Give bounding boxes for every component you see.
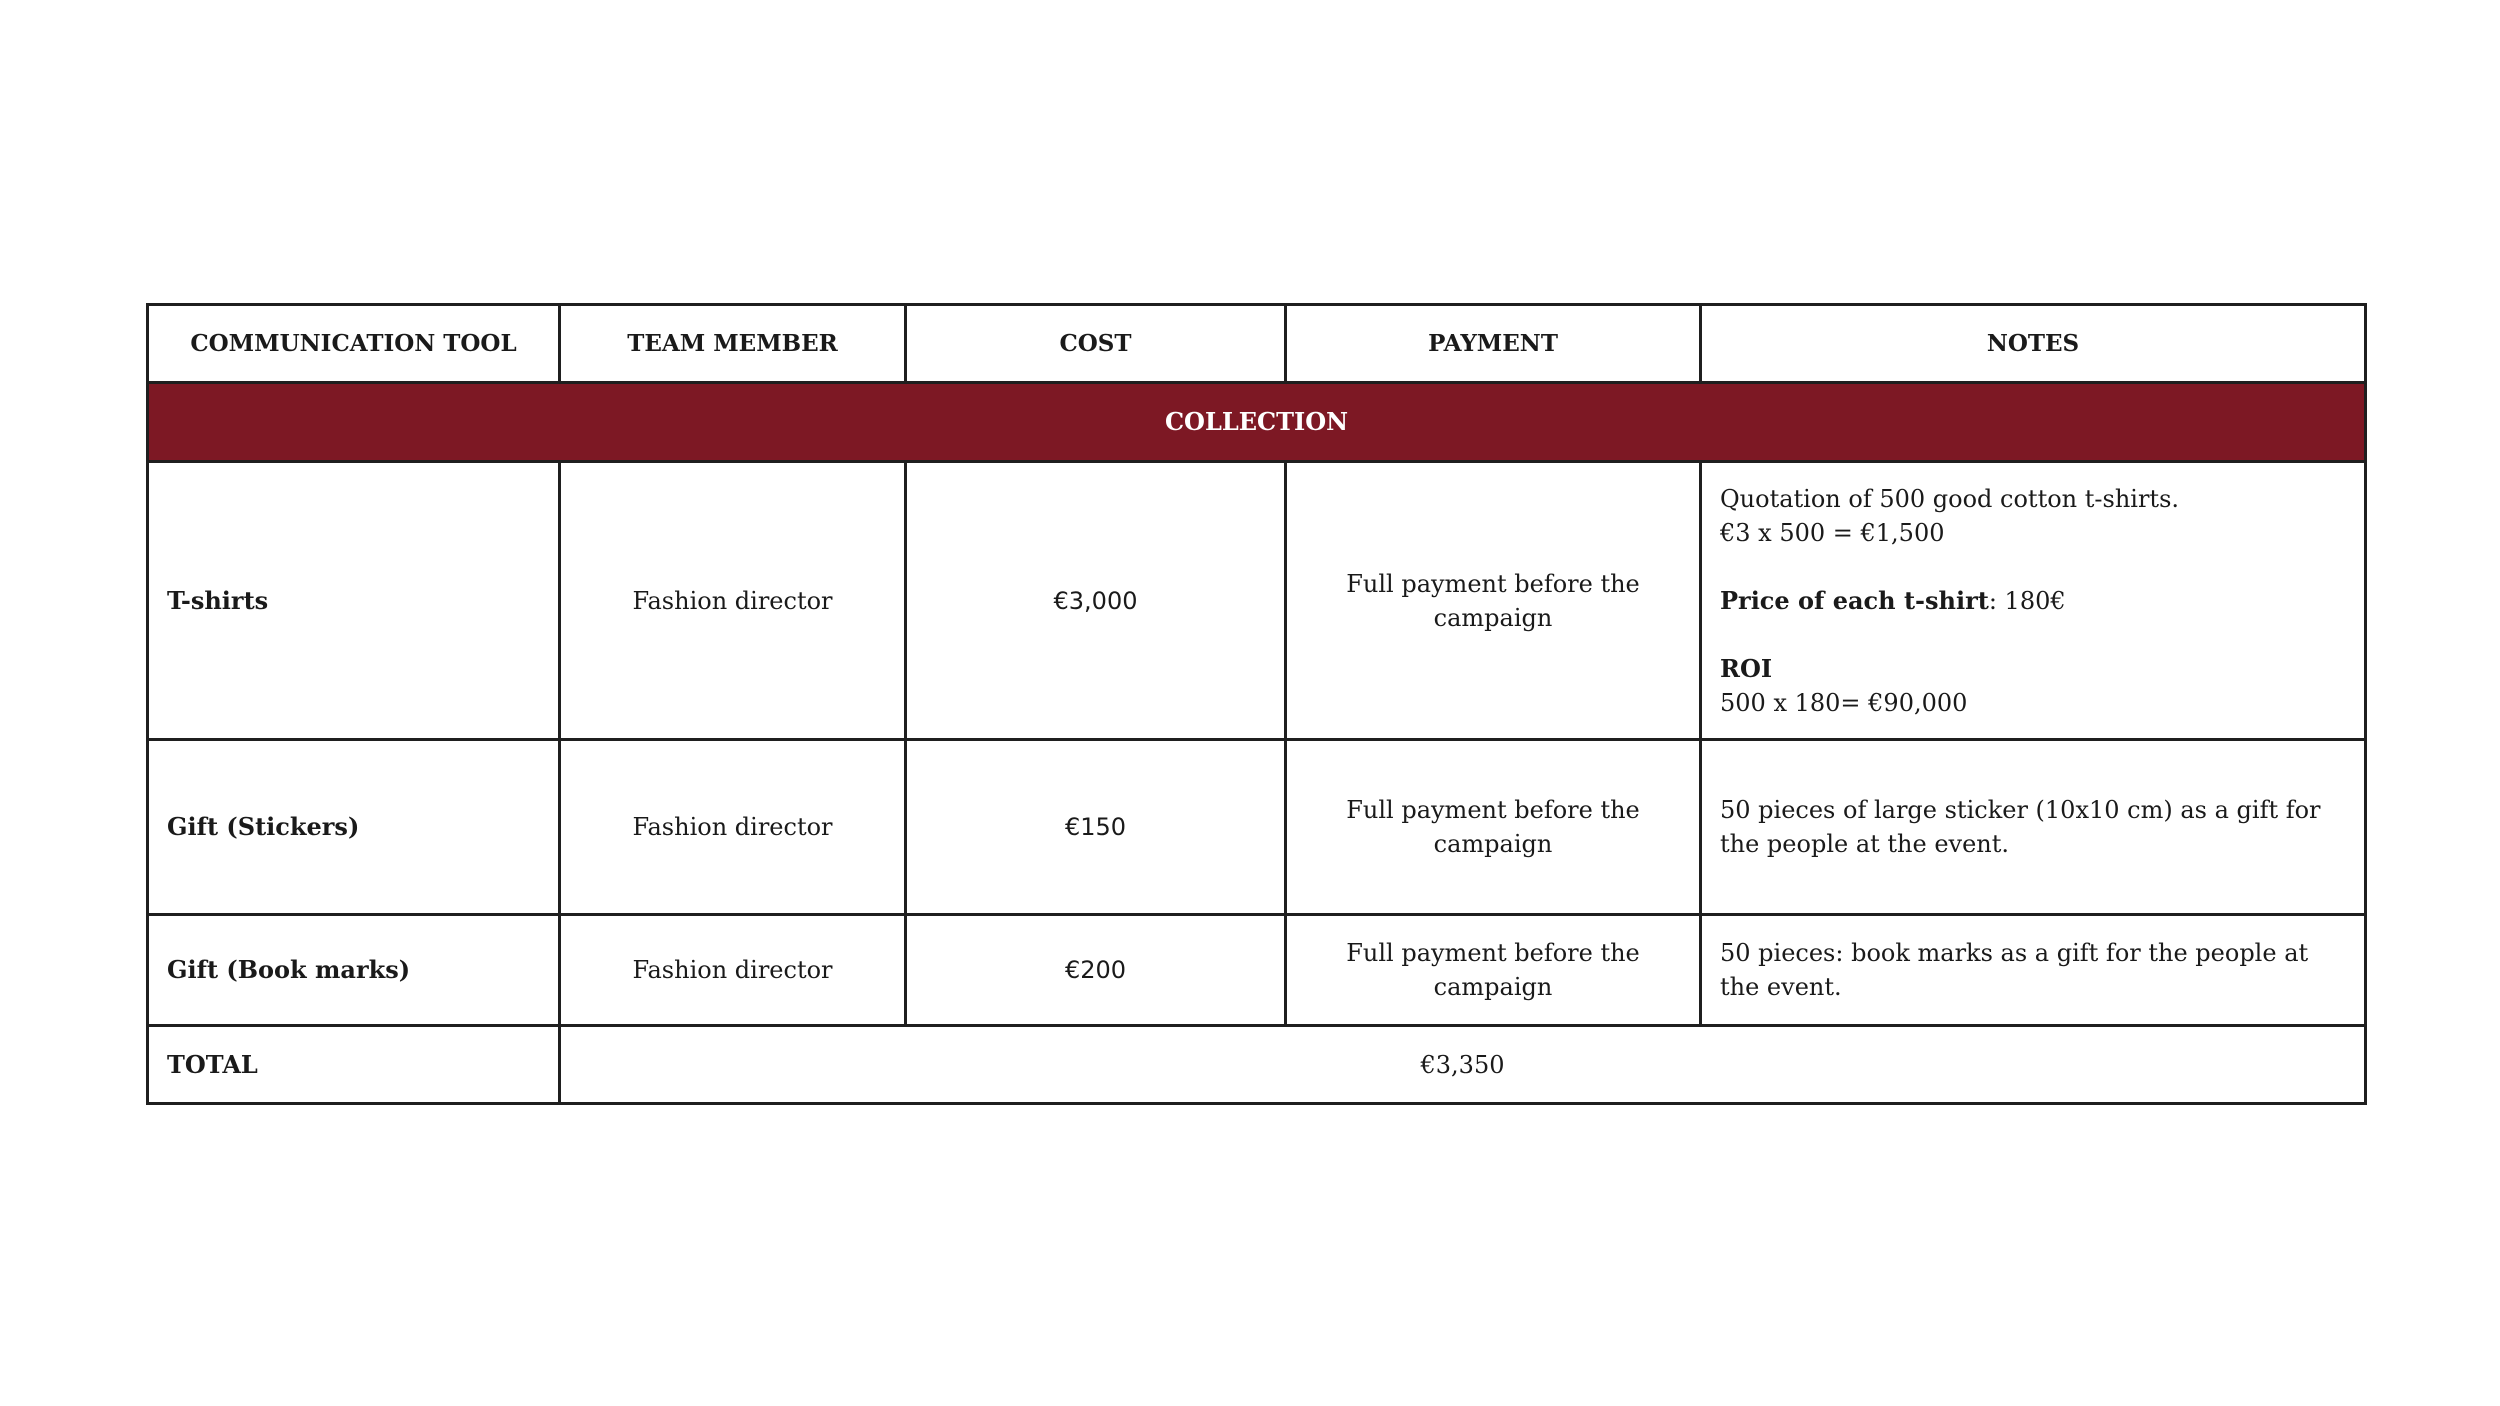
row-tool: T-shirts [148, 462, 560, 740]
row-team-member: Fashion director [560, 462, 906, 740]
budget-sheet [146, 303, 2367, 1105]
row-team-member: Fashion director [560, 915, 906, 1026]
table-row [148, 462, 2366, 740]
notes-price-label: Price of each t-shirt [1720, 585, 1989, 615]
budget-table [146, 303, 2367, 1105]
row-notes: 50 pieces: book marks as a gift for the people at the event. [1701, 915, 2366, 1026]
row-tool: Gift (Book marks) [148, 915, 560, 1026]
table-row [148, 740, 2366, 915]
notes-price-value: : 180€ [1988, 586, 2066, 615]
row-payment: Full payment before the campaign [1286, 915, 1701, 1026]
header-notes: NOTES [1701, 305, 2366, 383]
total-row [148, 1026, 2366, 1104]
notes-calculation: €3 x 500 = €1,500 [1720, 518, 1945, 547]
header-communication-tool: COMMUNICATION TOOL [148, 305, 560, 383]
row-cost: €200 [906, 915, 1286, 1026]
row-notes: 50 pieces of large sticker (10x10 cm) as a gift for the people at the event. [1701, 740, 2366, 915]
section-row-collection [148, 383, 2366, 462]
notes-price [1720, 584, 2346, 618]
row-tool: Gift (Stickers) [148, 740, 560, 915]
header-team-member: TEAM MEMBER [560, 305, 906, 383]
notes-spacer [1720, 618, 2346, 652]
header-payment: PAYMENT [1286, 305, 1701, 383]
notes-spacer [1720, 550, 2346, 584]
row-cost: €150 [906, 740, 1286, 915]
row-cost: €3,000 [906, 462, 1286, 740]
row-payment: Full payment before the campaign [1286, 740, 1701, 915]
row-team-member: Fashion director [560, 740, 906, 915]
row-notes [1701, 462, 2366, 740]
table-row [148, 915, 2366, 1026]
total-label: TOTAL [148, 1026, 560, 1104]
notes-roi-value: 500 x 180= €90,000 [1720, 688, 1968, 717]
header-cost: COST [906, 305, 1286, 383]
total-value: €3,350 [560, 1026, 2366, 1104]
notes-roi-label: ROI [1720, 653, 1773, 683]
row-payment: Full payment before the campaign [1286, 462, 1701, 740]
section-label: COLLECTION [148, 383, 2366, 462]
notes-quotation: Quotation of 500 good cotton t-shirts. [1720, 484, 2180, 513]
table-header-row [148, 305, 2366, 383]
